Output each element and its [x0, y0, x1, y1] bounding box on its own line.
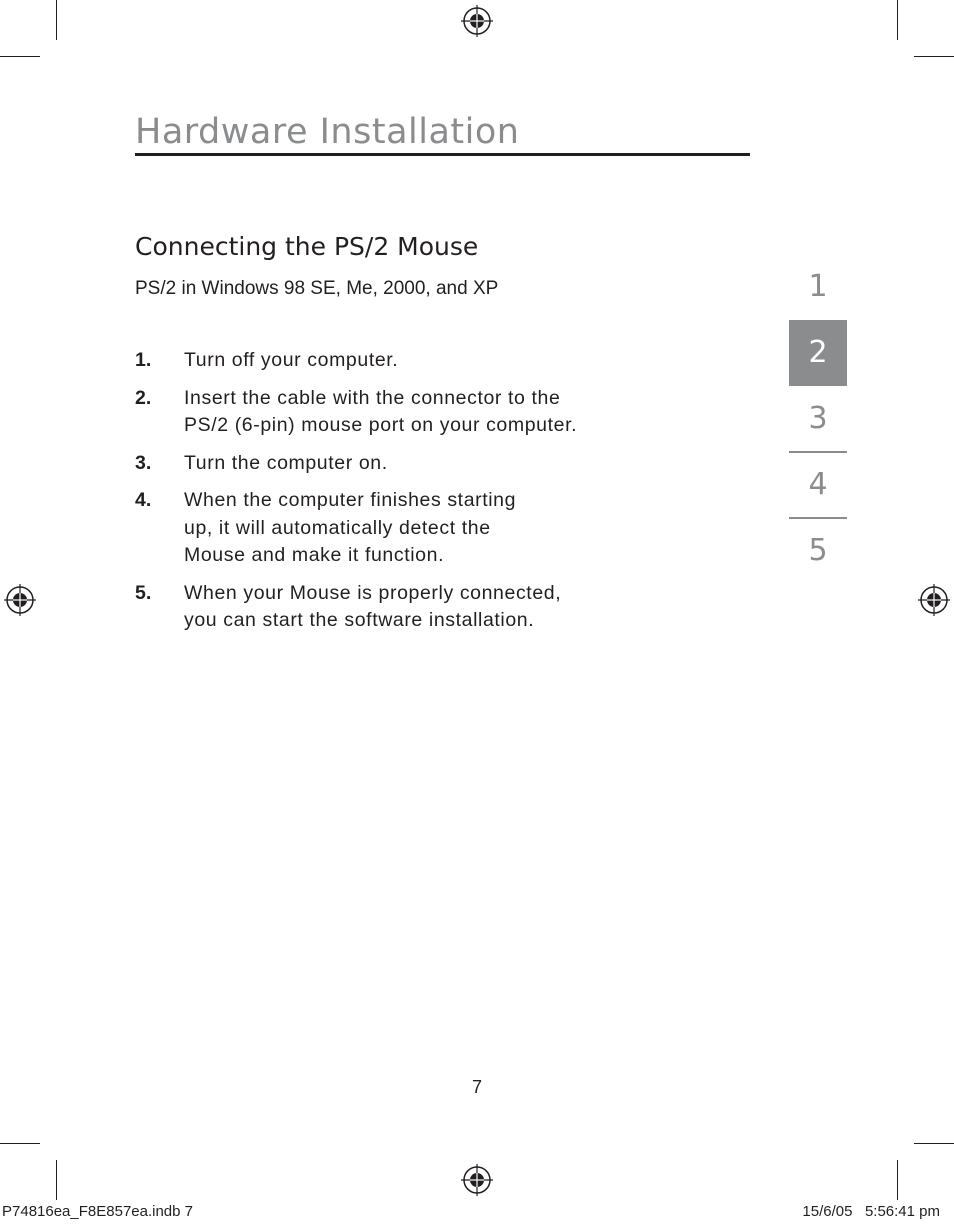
step-item — [135, 580, 695, 635]
chapter-tab-4[interactable]: 4 — [789, 452, 847, 518]
step-text: Turn the computer on. — [184, 451, 388, 474]
chapter-nav — [789, 254, 847, 584]
crop-mark-bottom-left-vertical — [56, 1160, 57, 1200]
step-number: 4. — [135, 489, 152, 511]
step-number: 5. — [135, 581, 152, 604]
crop-mark-top-left-vertical — [56, 0, 57, 40]
page-title: Hardware Installation — [135, 112, 520, 152]
print-slug-date: 15/6/05 5:56:41 pm — [802, 1203, 940, 1220]
step-item — [135, 450, 695, 478]
step-text: up, it will automatically detect the — [184, 516, 491, 539]
step-text: When the computer finishes starting — [184, 489, 517, 511]
print-slug-file: P74816ea_F8E857ea.indb 7 — [2, 1203, 194, 1220]
crop-mark-top-right-horizontal — [914, 56, 954, 57]
crop-mark-bottom-right-horizontal — [914, 1143, 954, 1144]
step-text: Insert the cable with the connector to the — [184, 386, 561, 409]
step-text: When your Mouse is properly connected, — [184, 581, 562, 604]
chapter-tab-1[interactable]: 1 — [808, 269, 828, 304]
step-text: Turn off your computer. — [184, 349, 399, 371]
step-text: you can start the software installation. — [184, 609, 535, 631]
crop-mark-top-left-horizontal — [0, 56, 40, 57]
registration-mark-icon — [4, 584, 36, 616]
title-underline — [135, 153, 750, 156]
step-number: 1. — [135, 349, 152, 371]
page-number: 7 — [471, 1077, 482, 1097]
crop-mark-top-right-vertical — [897, 0, 898, 40]
step-item — [135, 385, 695, 440]
step-item — [135, 487, 695, 570]
registration-mark-icon — [918, 584, 950, 616]
installation-steps — [135, 347, 695, 645]
section-heading: Connecting the PS/2 Mouse — [135, 232, 479, 261]
crop-mark-bottom-left-horizontal — [0, 1143, 40, 1144]
registration-mark-icon — [461, 5, 493, 37]
step-text: Mouse and make it function. — [184, 544, 445, 566]
section-subtitle: PS/2 in Windows 98 SE, Me, 2000, and XP — [135, 278, 499, 299]
crop-mark-bottom-right-vertical — [897, 1160, 898, 1200]
chapter-tab-5[interactable]: 5 — [808, 533, 828, 568]
step-number: 2. — [135, 386, 152, 409]
chapter-tab-2[interactable]: 2 — [789, 320, 847, 386]
step-number: 3. — [135, 451, 152, 474]
registration-mark-icon — [461, 1164, 493, 1196]
chapter-tab-3[interactable]: 3 — [789, 386, 847, 452]
step-item — [135, 347, 695, 375]
step-text: PS/2 (6-pin) mouse port on your computer. — [184, 414, 578, 436]
